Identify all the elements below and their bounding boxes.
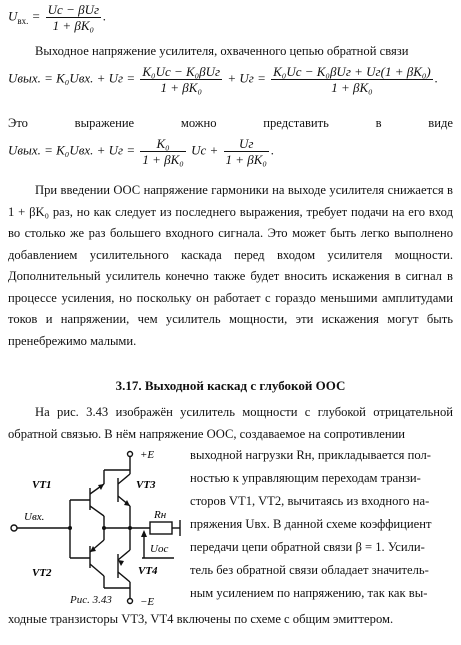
label-rn: Rн [154, 509, 167, 521]
wire [118, 550, 130, 560]
input-terminal [11, 525, 17, 531]
supply-terminal-minus [128, 599, 133, 604]
equation-input-voltage: $U_{вх.}$ = $\frac{\text{Uс − βUг}}{\text{1 + βK₀}}$ . [8, 2, 107, 33]
eq2-f2-numerator: K₀Uс − K₀βUг + Uг(1 + βK₀) [273, 64, 431, 79]
eq3-fraction-1 [140, 136, 185, 167]
text-line: ностью к управляющим переходам транзи- [190, 471, 421, 485]
wire [90, 564, 104, 576]
arrow-head [141, 530, 147, 537]
label-vt1: VT1 [32, 479, 52, 491]
wire [90, 506, 104, 516]
wire [118, 572, 130, 582]
arrow-head [118, 560, 124, 566]
text-line: сторов VT1, VT2, вычитаясь из входного на- [190, 494, 430, 508]
paragraph-feedback-discussion: При введении ООС напряжение гармоники на выходе усилителя снижается в 1 + βK₀ раз, но как следует из последнего выражения, требует подачи на его вход во столько же раз большего входного сигнала. Это может быть легко выполнено добавлением усилительного каскада перед входом усилителя мощности. Дополнительный усилитель конечно также будет вносить искажения в сигнал в процессе усиления, но поскольку он работает с гораздо меньшими амплитудами токов и напряжении, чем усилитель мощности, эти искажения могут быть пренебрежимо малыми. [8, 183, 453, 348]
wire [118, 474, 130, 484]
eq1-fraction [46, 2, 101, 33]
text-line: пряжения Uвх. В данной схеме коэффициент [190, 517, 432, 531]
label-vt2: VT2 [32, 567, 52, 579]
section-heading: 3.17. Выходной каскад с глубокой ООС [115, 378, 346, 393]
label-uin: Uвх. [24, 511, 45, 523]
eq3-f1-denominator: 1 + βK₀ [142, 152, 184, 167]
paragraph-figure-intro: На рис. 3.43 изображён усилитель мощности с глубокой отрицательной обратной связью. В нём напряжение ООС, создаваемое на сопротивлении [8, 405, 453, 441]
eq1-end: . [103, 8, 107, 24]
eq2-lhs: Uвых. = K₀Uвх. + Uг = [8, 70, 136, 86]
label-uos: Uос [150, 543, 169, 555]
junction-dot [102, 526, 106, 530]
load-resistor [150, 522, 172, 534]
circuit-diagram [4, 448, 188, 608]
word: Это [8, 116, 28, 130]
text-line: ходные транзисторы VT3, VT4 включены по схеме с общим эмиттером. [8, 612, 394, 626]
equation-output-voltage-alt [8, 136, 274, 167]
word: выражение [74, 116, 135, 130]
junction-dot [68, 526, 72, 530]
text-line: тель без обратной связи обладает значитель- [190, 563, 429, 577]
eq2-f2-denominator: 1 + βK₀ [331, 80, 373, 95]
text-line: выходной нагрузки Rн, прикладывается пол- [190, 448, 431, 462]
eq1-denominator: 1 + βK₀ [52, 18, 95, 33]
eq3-mid: Uс + [191, 142, 219, 158]
eq3-fraction-2 [224, 136, 269, 167]
paragraph-output-voltage-intro: Выходное напряжение усилителя, охваченного цепью обратной связи [35, 44, 409, 58]
eq3-end: . [270, 142, 275, 158]
label-plus-e: +E [140, 449, 155, 461]
word: можно [180, 116, 217, 130]
word: представить [263, 116, 329, 130]
eq3-lhs: Uвых. = K₀Uвх. + Uг = [8, 142, 136, 158]
label-minus-e: −E [140, 596, 155, 608]
text-line: передачи цепи обратной связи β = 1. Усили- [190, 540, 425, 554]
eq2-f1-numerator: K₀Uс − K₀βUг [142, 64, 221, 79]
figure-caption: Рис. 3.43 [70, 594, 112, 606]
supply-terminal-plus [128, 452, 133, 457]
eq2-mid: + Uг = [227, 70, 266, 86]
eq1-numerator: Uс − βUг [47, 2, 100, 17]
eq2-fraction-1 [140, 64, 222, 95]
junction-dot [128, 526, 132, 530]
word: в [375, 116, 382, 130]
equation-output-voltage [8, 64, 438, 95]
text-line: ным усилением по напряжению, так как вы- [190, 586, 428, 600]
eq1-lhs: U [8, 8, 18, 24]
eq2-f1-denominator: 1 + βK₀ [160, 80, 202, 95]
eq2-end: . [434, 70, 438, 86]
word: виде [428, 116, 453, 130]
label-vt4: VT4 [138, 565, 158, 577]
eq2-fraction-2 [271, 64, 433, 95]
eq3-f1-numerator: K₀ [140, 136, 185, 152]
label-vt3: VT3 [136, 479, 156, 491]
eq3-f2-denominator: 1 + βK₀ [225, 152, 267, 167]
eq1-lhs-sub: вх. [17, 16, 29, 27]
paragraph-expression-intro [8, 116, 453, 131]
eq3-f2-numerator: Uг [224, 136, 269, 152]
